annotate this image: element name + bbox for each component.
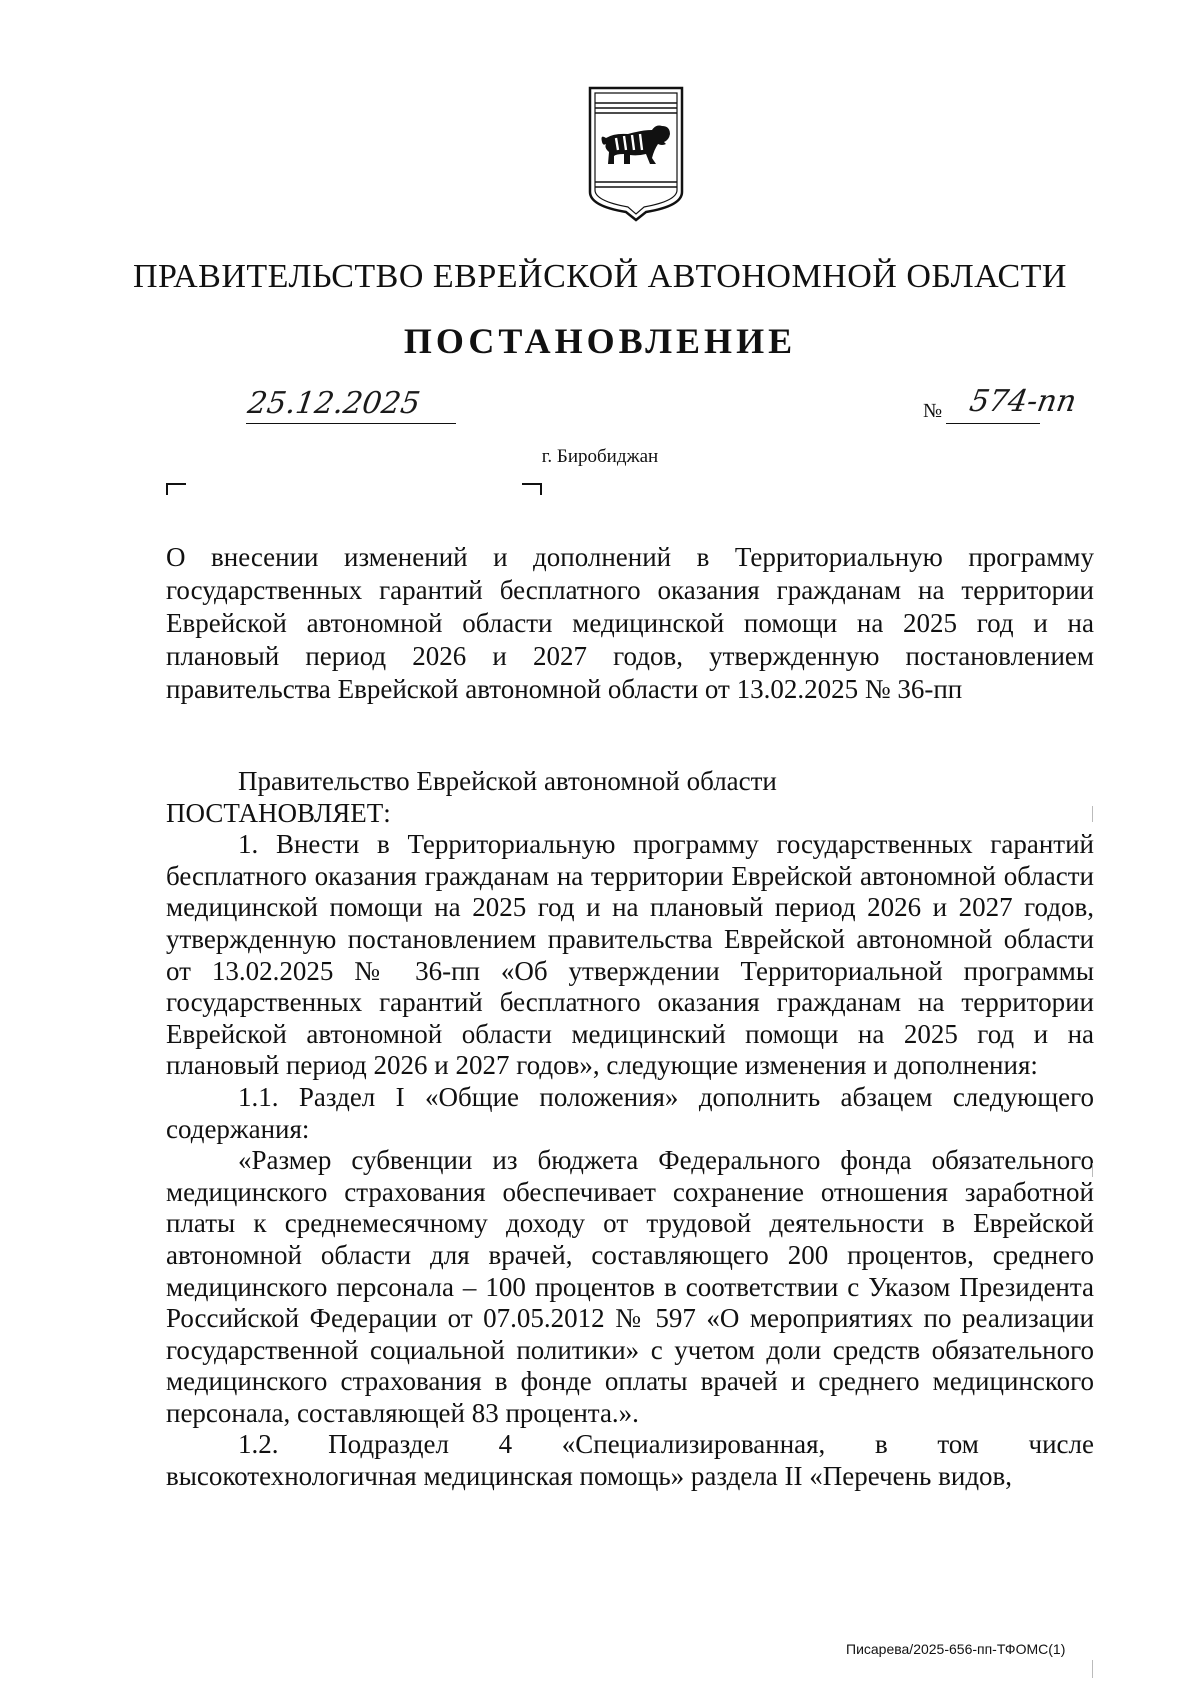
footer-reference: Писарева/2025-656-пп-ТФОМС(1) (846, 1641, 1066, 1657)
document-body (166, 766, 1094, 1493)
subject-bracket-right (522, 483, 542, 495)
date-underline (246, 423, 456, 424)
scan-artifact-mark (1092, 1660, 1093, 1678)
document-subject: О внесении изменений и дополнений в Территориальную программу государственных гарантий бесплатного оказания гражданам на территории Еврейской автономной области медицинской помощи на 2025 год и на плановый период 2026 и 2027 годов, утвержденную постановлением правительства Еврейской автономной области от 13.02.2025 № 36-пп (166, 542, 1094, 704)
handwritten-date: 25.12.2025 (245, 386, 423, 421)
paragraph-item-1: 1. Внести в Территориальную программу государственных гарантий бесплатного оказания гражданам на территории Еврейской автономной области медицинской помощи на 2025 год и на плановый период 2026 и 2027 годов, утвержденную постановлением правительства Еврейской автономной области от 13.02.2025 № 36-пп «Об утверждении Территориальной программы государственных гарантий бесплатного оказания гражданам на территории Еврейской автономной области медицинский помощи на 2025 год и на плановый период 2026 и 2027 годов», следующие изменения и дополнения: (166, 829, 1094, 1081)
handwritten-number: 574-пп (966, 384, 1080, 419)
city-label: г. Биробиджан (541, 446, 659, 467)
paragraph-item-1-2: 1.2. Подраздел 4 «Специализированная, в том числе высокотехнологичная медицинская помощь» раздела II «Перечень видов, (166, 1429, 1094, 1492)
scan-artifact-mark (1092, 1163, 1093, 1177)
scan-artifact-mark (1092, 806, 1093, 822)
number-underline (946, 423, 1040, 424)
number-sign: № (923, 400, 943, 422)
issuer-line: Правительство Еврейской автономной области (238, 766, 777, 796)
paragraph-item-1-1: 1.1. Раздел I «Общие положения» дополнить абзацем следующего содержания: (166, 1081, 1094, 1144)
coat-of-arms-emblem (586, 84, 686, 224)
resolves-line: ПОСТАНОВЛЯЕТ: (166, 797, 391, 828)
subject-bracket-left (166, 483, 186, 495)
paragraph-quote: «Размер субвенции из бюджета Федерального фонда обязательного медицинского страхования обеспечивает сохранение отношения заработной платы к среднемесячному доходу от трудовой деятельности в Еврейской автономной области для врачей, составляющего 200 процентов, среднего медицинского персонала – 100 процентов в соответствии с Указом Президента Российской Федерации от 07.05.2012 № 597 «О мероприятиях по реализации государственной социальной политики» с учетом доли средств обязательного медицинского страхования в фонде оплаты врачей и среднего медицинского персонала, составляющей 83 процента.». (166, 1145, 1094, 1428)
government-title: ПРАВИТЕЛЬСТВО ЕВРЕЙСКОЙ АВТОНОМНОЙ ОБЛАСТИ (132, 258, 1067, 295)
document-kind-title: ПОСТАНОВЛЕНИЕ (403, 321, 797, 361)
tiger-coat-of-arms-icon (586, 84, 686, 224)
